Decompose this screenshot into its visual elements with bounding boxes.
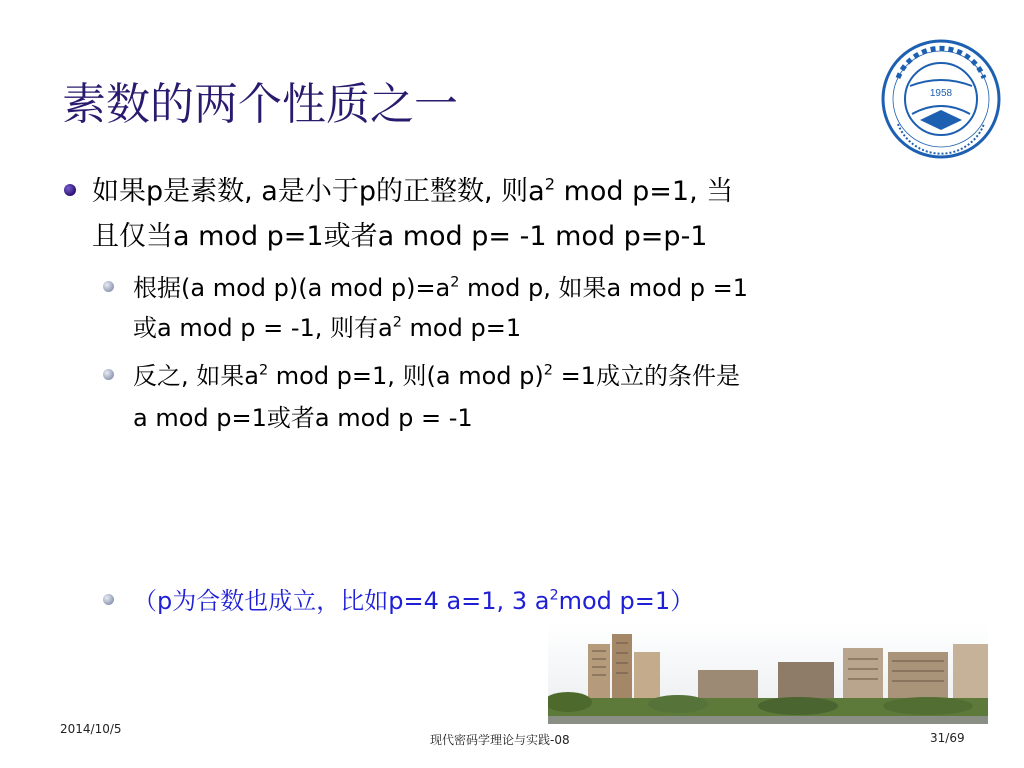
bullet-text-line: 如果p是素数, a是小于p的正整数, 则$a^2$ mod p=1, 当 <box>92 174 734 207</box>
bullet-dot <box>64 184 76 196</box>
university-logo <box>880 38 1002 160</box>
sub-bullet-text-line: 反之, 如果$a^2$ mod p=1, 则(a mod p)$^2$ =1成立的条件是 <box>133 362 740 390</box>
sub-bullet-text-line: 根据(a mod p)(a mod $p)=a^2$ mod p, 如果a mod p =1 <box>133 274 748 302</box>
sub-bullet-dot <box>103 281 114 292</box>
campus-photo <box>548 622 988 724</box>
footer-course: 现代密码学理论与实践-08 <box>430 733 570 747</box>
logo-year: 1958 <box>929 88 953 99</box>
sub-bullet-dot <box>103 369 114 380</box>
sub-bullet-dot <box>103 594 114 605</box>
footer-page-number: 31/69 <box>930 731 965 745</box>
sub-bullet-text-line: 或a mod p = -1, 则有$a^2$ mod p=1 <box>133 314 522 342</box>
slide-title: 素数的两个性质之一 <box>62 79 458 130</box>
sub-bullet-text-line: a mod p=1或者a mod p = -1 <box>133 404 473 432</box>
footer-date: 2014/10/5 <box>60 722 122 736</box>
note-text: （p为合数也成立，比如p=4 a=1, 3 $a^2mod$ p=1） <box>133 587 695 615</box>
bullet-text-line: 且仅当a mod p=1或者a mod p= -1 mod p=p-1 <box>92 221 708 252</box>
